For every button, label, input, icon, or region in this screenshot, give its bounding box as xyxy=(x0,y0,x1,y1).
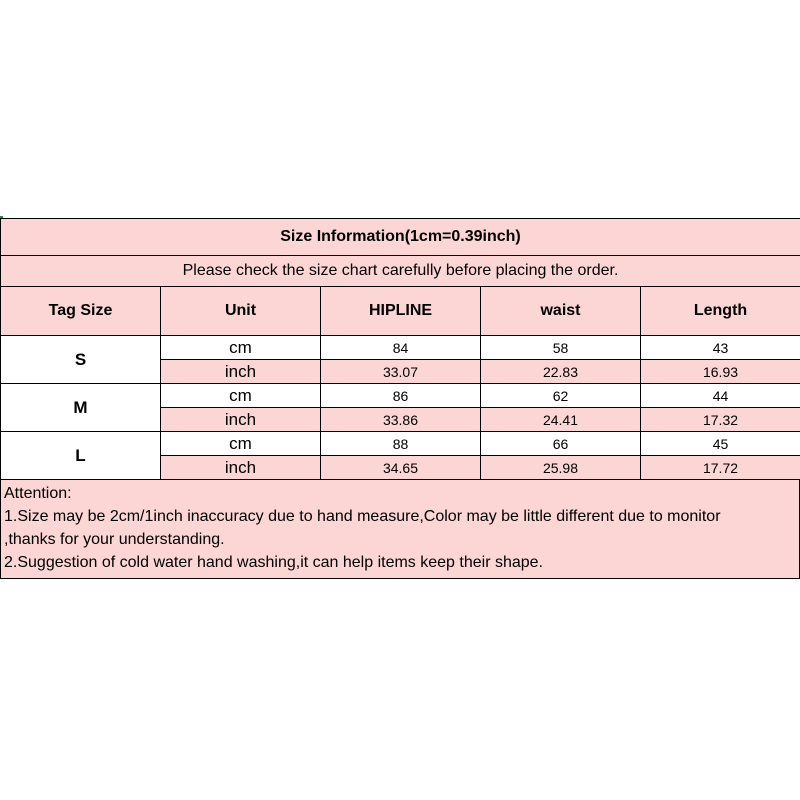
unit-cell: inch xyxy=(161,408,321,432)
size-label-s: S xyxy=(1,336,161,384)
table-row xyxy=(1,336,800,360)
attention-notes xyxy=(0,480,800,579)
header-length: Length xyxy=(641,287,800,336)
notes-heading: Attention: xyxy=(4,485,72,502)
waist-value: 24.41 xyxy=(481,408,641,432)
header-unit: Unit xyxy=(161,287,321,336)
header-tag-size: Tag Size xyxy=(1,287,161,336)
length-value: 17.72 xyxy=(641,456,800,480)
unit-cell: cm xyxy=(161,336,321,360)
hipline-value: 84 xyxy=(321,336,481,360)
header-waist: waist xyxy=(481,287,641,336)
hipline-value: 33.86 xyxy=(321,408,481,432)
waist-value: 25.98 xyxy=(481,456,641,480)
table-row xyxy=(1,384,800,408)
unit-cell: inch xyxy=(161,456,321,480)
hipline-value: 88 xyxy=(321,432,481,456)
header-hipline: HIPLINE xyxy=(321,287,481,336)
waist-value: 66 xyxy=(481,432,641,456)
unit-cell: inch xyxy=(161,360,321,384)
length-value: 17.32 xyxy=(641,408,800,432)
size-label-m: M xyxy=(1,384,161,432)
table-subtitle: Please check the size chart carefully before placing the order. xyxy=(1,256,800,287)
hipline-value: 34.65 xyxy=(321,456,481,480)
hipline-value: 33.07 xyxy=(321,360,481,384)
note-line-1-continued: ,thanks for your understanding. xyxy=(4,531,225,548)
waist-value: 62 xyxy=(481,384,641,408)
waist-value: 22.83 xyxy=(481,360,641,384)
note-line-2: 2.Suggestion of cold water hand washing,it can help items keep their shape. xyxy=(4,554,543,571)
size-table xyxy=(0,218,800,480)
hipline-value: 86 xyxy=(321,384,481,408)
table-title: Size Information(1cm=0.39inch) xyxy=(1,219,800,256)
length-value: 45 xyxy=(641,432,800,456)
length-value: 43 xyxy=(641,336,800,360)
unit-cell: cm xyxy=(161,384,321,408)
size-label-l: L xyxy=(1,432,161,480)
waist-value: 58 xyxy=(481,336,641,360)
length-value: 16.93 xyxy=(641,360,800,384)
unit-cell: cm xyxy=(161,432,321,456)
size-chart xyxy=(0,218,800,579)
table-row xyxy=(1,432,800,456)
length-value: 44 xyxy=(641,384,800,408)
note-line-1: 1.Size may be 2cm/1inch inaccuracy due to hand measure,Color may be little different due to monitor xyxy=(4,508,721,525)
